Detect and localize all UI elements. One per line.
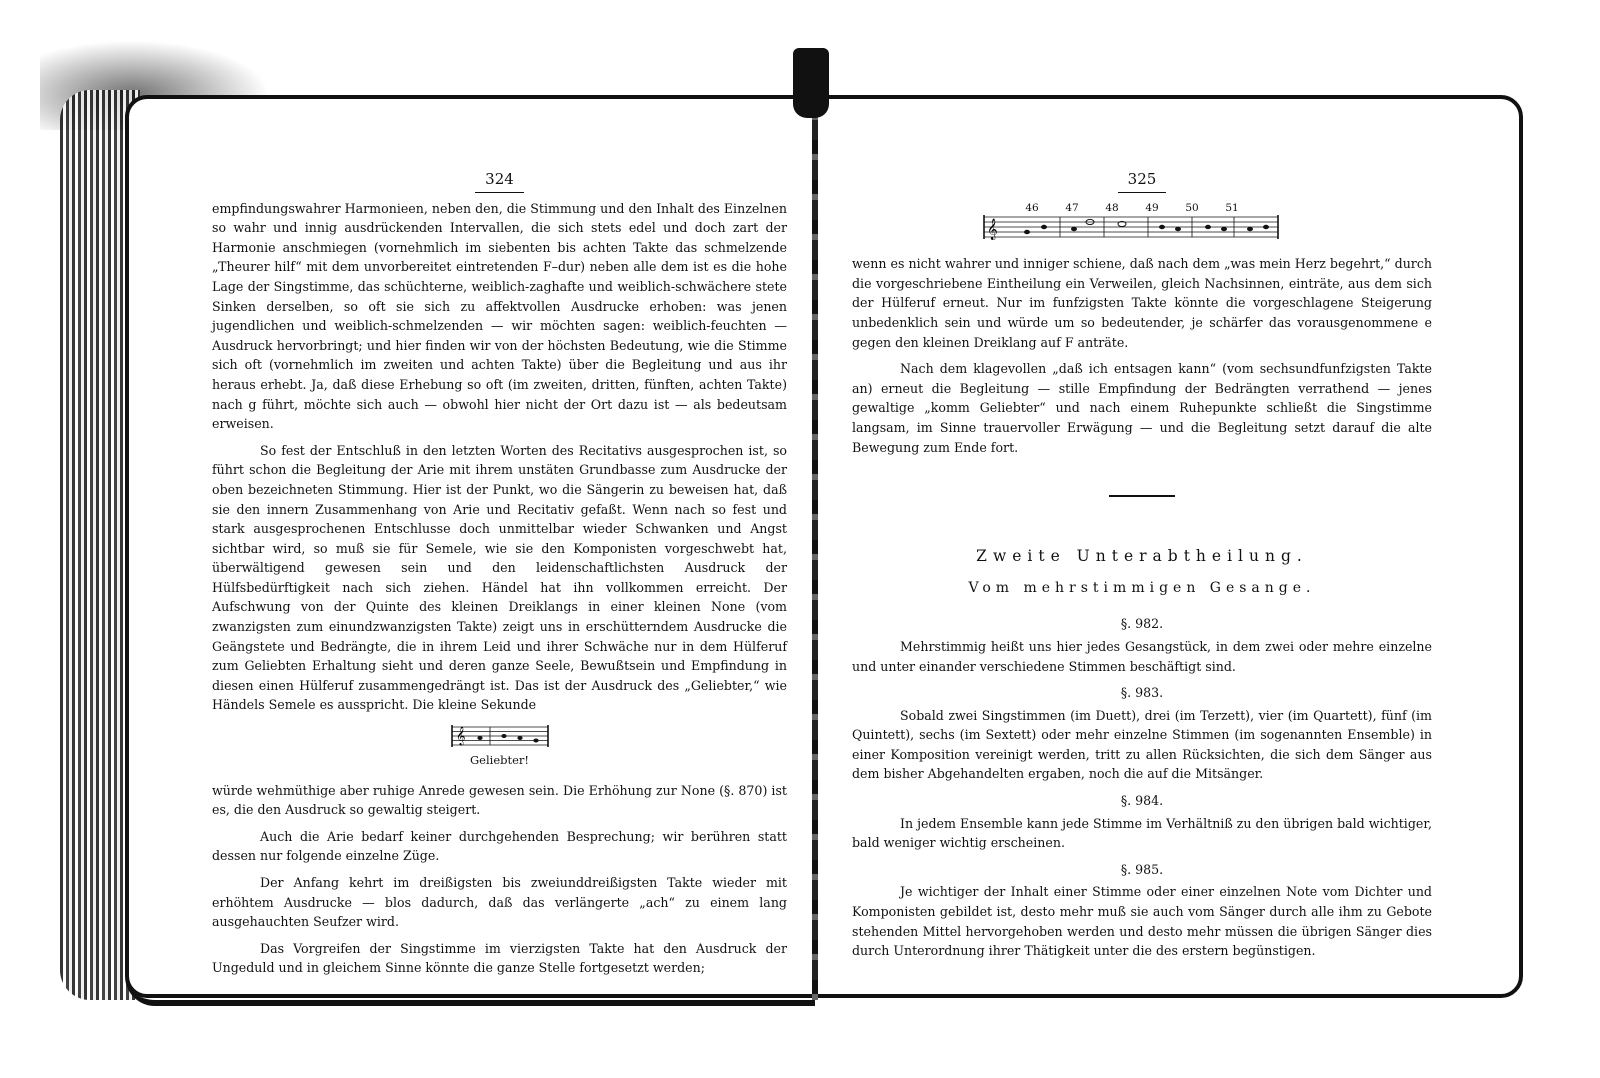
- paragraph: empfindungswahrer Harmonieen, neben den, die Stimmung und den Inhalt des Einzelnen so wahr und innig ausdrückenden Intervallen, die sich stets edel und doch zart der Harmonie anschmiegen (vornehmlich im siebenten bis achten Takte das schmelzende „Theurer hilf“ mit dem unvorbereitet eintretenden F–dur) neben alle dem ist es die hohe Lage der Singstimme, das schüchterne, weiblich-zaghafte und weiblich-schwächere stete Sinken derselben, so oft sie sich zu affektvollen Ausdrucke erhoben: was jenen jugendlichen und weiblich-schmelzenden — wir möchten sagen: weiblich-feuchten — Ausdruck hervorbringt; und hier finden wir von der höchsten Bedeutung, wie die Stimme sich oft (vornehmlich im zweiten und achten Takte) über die Begleitung und aus ihr heraus erhebt. Ja, daß diese Erhebung so oft (im zweiten, dritten, fünften, achten Takte) nach g führt, möchte sich auch — obwohl hier nicht der Ort dazu ist — als bedeutsam erweisen.: [212, 200, 787, 432]
- music-notation: [450, 723, 550, 749]
- paragraph: Je wichtiger der Inhalt einer Stimme oder einer einzelnen Note vom Dichter und Komponisten gebildet ist, desto mehr muß sie auch vom Sänger durch alle ihm zu Gebote stehenden Mittel hervorgehoben werden und desto mehr müssen die übrigen Sänger dies durch Unterordnung ihrer Thätigkeit unter die des erstern begünstigen.: [852, 884, 1432, 959]
- paragraph: In jedem Ensemble kann jede Stimme im Verhältniß zu den übrigen bald wichtiger, bald weniger wichtig erscheinen.: [852, 815, 1432, 851]
- page-number: 324: [212, 170, 787, 193]
- bar-number: 48: [1105, 201, 1119, 214]
- paragraph: Mehrstimmig heißt uns hier jedes Gesangstück, in dem zwei oder mehre einzelne und unter einander verschiedene Stimmen beschäftigt sind.: [852, 638, 1432, 674]
- paragraph: Der Anfang kehrt im dreißigsten bis zweiunddreißigsten Takte wieder mit erhöhtem Ausdrucke — blos dadurch, daß das verlängerte „ach“ zu einem lang ausgehauchten Seufzer wird.: [212, 875, 787, 930]
- bar-number: 51: [1225, 201, 1239, 214]
- bar-number: 46: [1025, 201, 1039, 214]
- right-page: [852, 170, 1432, 968]
- section-divider: [1109, 495, 1175, 497]
- music-staff: [982, 213, 1282, 241]
- music-caption: Geliebter!: [469, 753, 530, 768]
- paragraph-number: §. 983.: [1120, 685, 1164, 701]
- bar-number: 47: [1065, 201, 1079, 214]
- section-subtitle: Vom mehrstimmigen Gesange.: [968, 579, 1316, 596]
- page-number: 325: [852, 170, 1432, 193]
- book-spine: [812, 60, 818, 1000]
- music-example: [982, 199, 1432, 247]
- svg-text:𝄞: 𝄞: [987, 218, 998, 240]
- left-page: [212, 170, 787, 985]
- paragraph: würde wehmüthige aber ruhige Anrede gewesen sein. Die Erhöhung zur None (§. 870) ist es, die den Ausdruck so gewaltig steigert.: [212, 782, 787, 818]
- paragraph: Das Vorgreifen der Singstimme im vierzigsten Takte hat den Ausdruck der Ungeduld und in gleichem Sinne könnte die ganze Stelle fortgesetzt werden;: [212, 940, 787, 976]
- svg-text:𝄞: 𝄞: [455, 726, 465, 746]
- paragraph: So fest der Entschluß in den letzten Worten des Recitativs ausgesprochen ist, so führt schon die Begleitung der Arie mit ihrem unstäten Grundbasse zum Ausdrucke der oben bezeichneten Stimmung. Hier ist der Punkt, wo die Sängerin zu beweisen hat, daß sie den innern Zusammenhang von Arie und Recitativ gefaßt. Wenn nach so fest und stark ausgesprochenen Entschlusse doch unmittelbar wieder Schwanken und Angst sichtbar wird, so muß sie für Semele, wie sie den Komponisten vorgeschwebt hat, überwältigend gewesen sein und den leidenschaftlichsten Ausdruck der Hülfsbedürftigkeit nach sich ziehen. Händel hat ihn vollkommen erreicht. Der Aufschwung von der Quinte des kleinen Dreiklangs in einer kleinen None (vom zwanzigsten zum einundzwanzigsten Takte) zeigt uns in erschütterndem Ausdrucke die Geängstete und Bedrängte, die in ihrem Leid und ihrer Schwäche nur in dem Hülferuf zum Geliebten Erhaltung sieht und deren ganze Seele, Bewußtsein und Empfindung in diesen einen Hülferuf zusammengedrängt ist. Das ist der Ausdruck des „Geliebter,“ wie Händels Semele es ausspricht. Die kleine Sekunde: [212, 442, 787, 713]
- paragraph-number: §. 984.: [1120, 793, 1164, 809]
- bar-number: 50: [1185, 201, 1199, 214]
- paragraph: Sobald zwei Singstimmen (im Duett), drei (im Terzett), vier (im Quartett), fünf (im Quintett), sechs (im Sextett) oder mehr einzelne Stimmen (im sogenannten Ensemble) in einer Komposition vereinigt werden, tritt zu allen Rücksichten, die sich dem Sänger aus dem bisher Abgehandelten ergaben, noch die auf die Mitsänger.: [852, 707, 1432, 782]
- paragraph: Auch die Arie bedarf keiner durchgehenden Besprechung; wir berühren statt dessen nur folgende einzelne Züge.: [212, 828, 787, 864]
- paragraph: wenn es nicht wahrer und inniger schiene, daß nach dem „was mein Herz begehrt,“ durch die vorgeschriebene Eintheilung ein Verweilen, gleich Nachsinnen, einträte, aus dem sich der Hülferuf erneut. Nur im funfzigsten Takte könnte die vorgeschlagene Steigerung unbedenklich sein und würde um so bedeutender, je schärfer das vorausgenommene e gegen den kleinen Dreiklang auf F anträte.: [852, 256, 1432, 350]
- bar-number: 49: [1145, 201, 1159, 214]
- paragraph-number: §. 982.: [1120, 616, 1164, 632]
- paragraph: Nach dem klagevollen „daß ich entsagen kann“ (vom sechsundfunfzigsten Takte an) erneut die Begleitung — stille Empfindung der Bedrängten verrathend — jenes gewaltige „komm Geliebter“ und nach einem Ruhepunkte schließt die Singstimme langsam, im Sinne trauervoller Erwägung — und die Begleitung setzt darauf die alte Bewegung zum Ende fort.: [852, 361, 1432, 455]
- section-title: Zweite Unterabtheilung.: [976, 547, 1308, 566]
- paragraph-number: §. 985.: [1120, 861, 1164, 877]
- bar-numbers: [982, 199, 1432, 213]
- spine-clip: [793, 48, 829, 118]
